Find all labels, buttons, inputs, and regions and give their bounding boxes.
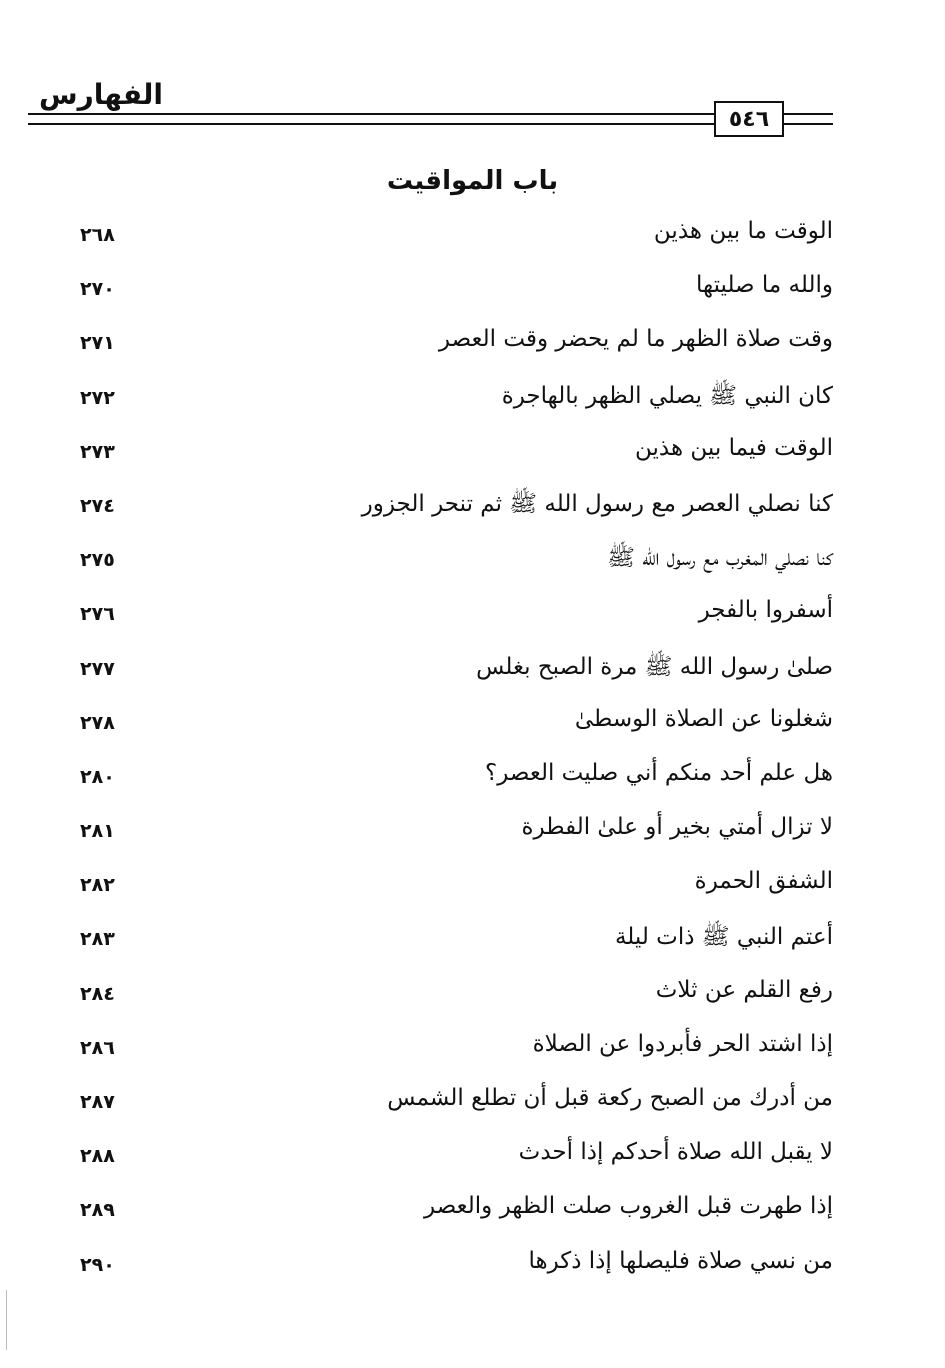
index-entry bbox=[0, 429, 945, 483]
page-number: ٥٤٦ bbox=[714, 101, 784, 137]
index-entry bbox=[0, 375, 945, 429]
entry-text: إذا اشتد الحر فأبردوا عن الصلاة bbox=[532, 1030, 833, 1057]
entry-page-number: ٢٧٣ bbox=[80, 440, 115, 463]
header-rule bbox=[28, 123, 833, 125]
entry-text: رفع القلم عن ثلاث bbox=[655, 976, 833, 1003]
entry-text: كنا نصلي المغرب مع رسول الله ﷺ bbox=[607, 545, 833, 572]
entry-page-number: ٢٨١ bbox=[80, 820, 115, 843]
entry-page-number: ٢٦٨ bbox=[80, 224, 115, 246]
index-entry bbox=[0, 591, 945, 645]
entry-page-number: ٢٨٩ bbox=[80, 1199, 115, 1222]
entry-page-number: ٢٧٢ bbox=[80, 386, 115, 409]
entry-text: الوقت فيما بين هذين bbox=[635, 434, 833, 461]
entry-page-number: ٢٧٨ bbox=[80, 711, 115, 734]
page-header bbox=[0, 0, 945, 160]
index-entry bbox=[0, 700, 945, 754]
header-rule bbox=[28, 113, 833, 115]
index-entry bbox=[0, 212, 945, 266]
entry-text: لا يقبل الله صلاة أحدكم إذا أحدث bbox=[518, 1139, 833, 1166]
index-entry bbox=[0, 1242, 945, 1296]
index-entry bbox=[0, 646, 945, 700]
index-entry bbox=[0, 1187, 945, 1241]
index-list bbox=[0, 212, 945, 1296]
scan-margin-line bbox=[6, 1290, 7, 1350]
entry-text: والله ما صليتها bbox=[695, 272, 833, 299]
entry-page-number: ٢٧٤ bbox=[80, 494, 115, 517]
section-title: باب المواقيت bbox=[386, 166, 559, 196]
entry-page-number: ٢٨٧ bbox=[80, 1091, 115, 1113]
entry-page-number: ٢٨٢ bbox=[80, 874, 115, 897]
entry-text: أسفروا بالفجر bbox=[698, 597, 833, 624]
index-entry bbox=[0, 971, 945, 1025]
entry-page-number: ٢٧٥ bbox=[80, 549, 115, 572]
index-entry bbox=[0, 1025, 945, 1079]
entry-text: إذا طهرت قبل الغروب صلت الظهر والعصر bbox=[424, 1193, 833, 1220]
entry-text: لا تزال أمتي بخير أو علىٰ الفطرة bbox=[521, 814, 833, 841]
entry-page-number: ٢٩٠ bbox=[80, 1253, 115, 1276]
entry-page-number: ٢٧٦ bbox=[80, 603, 115, 626]
entry-text: شغلونا عن الصلاة الوسطىٰ bbox=[574, 705, 833, 732]
entry-text: صلىٰ رسول الله ﷺ مرة الصبح بغلس bbox=[476, 653, 833, 680]
entry-text: من أدرك من الصبح ركعة قبل أن تطلع الشمس bbox=[387, 1085, 833, 1111]
entry-page-number: ٢٧٧ bbox=[80, 657, 115, 680]
index-entry bbox=[0, 320, 945, 374]
entry-text: هل علم أحد منكم أني صليت العصر؟ bbox=[485, 759, 833, 786]
entry-page-number: ٢٨٦ bbox=[80, 1036, 115, 1059]
entry-page-number: ٢٨٠ bbox=[80, 765, 115, 788]
entry-page-number: ٢٧١ bbox=[80, 332, 115, 355]
index-entry bbox=[0, 483, 945, 537]
index-entry bbox=[0, 266, 945, 320]
index-entry bbox=[0, 1133, 945, 1187]
index-entry bbox=[0, 754, 945, 808]
entry-text: كنا نصلي العصر مع رسول الله ﷺ ثم تنحر الجزور bbox=[361, 490, 833, 517]
running-head: الفهارس bbox=[36, 78, 166, 112]
entry-page-number: ٢٨٨ bbox=[80, 1145, 115, 1168]
entry-page-number: ٢٧٠ bbox=[80, 278, 115, 301]
index-entry bbox=[0, 537, 945, 591]
entry-page-number: ٢٨٣ bbox=[80, 928, 115, 951]
entry-text: الوقت ما بين هذين bbox=[653, 218, 833, 244]
entry-text: من نسي صلاة فليصلها إذا ذكرها bbox=[528, 1247, 833, 1274]
entry-page-number: ٢٨٤ bbox=[80, 982, 115, 1005]
entry-text: أعتم النبي ﷺ ذات ليلة bbox=[614, 924, 833, 951]
entry-text: الشفق الحمرة bbox=[694, 868, 833, 895]
index-entry bbox=[0, 916, 945, 970]
entry-text: كان النبي ﷺ يصلي الظهر بالهاجرة bbox=[501, 382, 833, 409]
index-entry bbox=[0, 862, 945, 916]
entry-text: وقت صلاة الظهر ما لم يحضر وقت العصر bbox=[438, 326, 833, 353]
index-entry bbox=[0, 1079, 945, 1133]
index-entry bbox=[0, 808, 945, 862]
